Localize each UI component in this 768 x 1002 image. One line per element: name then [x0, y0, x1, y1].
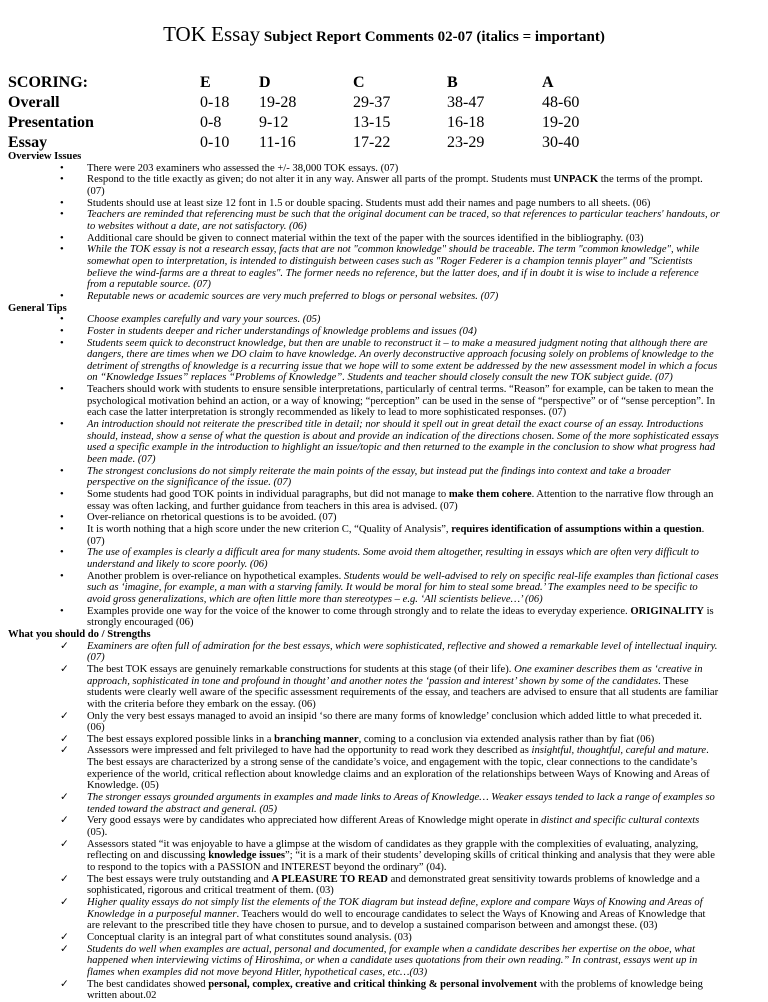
score-range: 19-20	[542, 114, 580, 131]
text-segment: Reputable news or academic sources are very much preferred to blogs or personal websites. (07)	[87, 290, 499, 302]
scoring-label: Essay	[8, 134, 48, 151]
text-segment: . The best essays are characterized by a strong sense of the candidate’s voice, and engagement with the topic, clear connections to the candidate’s experience of the world, critical reflection about knowledge claims and an exploration of the relationships between Ways of Knowing and Areas of Knowledge. (05)	[87, 745, 710, 792]
score-range: 13-15	[353, 114, 391, 131]
list-item	[8, 466, 720, 489]
checkmark-icon: ✓	[60, 815, 69, 827]
score-range: 30-40	[542, 134, 580, 151]
checkmark-icon: ✓	[60, 792, 69, 804]
text-segment: The best essays were truly outstanding and	[87, 873, 272, 885]
text-segment: . Attention to the narrative flow through an essay was often lacking, and further guidance from teachers in this area is advised. (07)	[87, 489, 714, 512]
checkmark-icon: ✓	[60, 710, 69, 722]
list-item	[8, 944, 720, 979]
score-range: 19-28	[259, 94, 297, 111]
text-segment: Another problem is over-reliance on hypothetical examples.	[87, 570, 344, 582]
scoring-label: SCORING:	[8, 74, 89, 91]
list-item	[8, 874, 720, 897]
list-item	[8, 489, 720, 512]
bullet-icon: •	[60, 419, 64, 431]
text-segment: Students do well when examples are actual, personal and documented, for example when a candidate describes her expertise on the oboe, what happened when interviewing victims of Hiroshima, or when a candidate uses quotations from their own reading.” In contrast, essays went up in flames when examples did not move beyond Hitler, hypothetical cases, etc…(03)	[87, 943, 698, 978]
score-range: 16-18	[447, 114, 485, 131]
bullet-icon: •	[60, 465, 64, 477]
document-body	[8, 151, 720, 1002]
grade-header: B	[447, 74, 458, 91]
document-title	[0, 22, 768, 47]
list-item	[8, 897, 720, 932]
bullet-icon: •	[60, 524, 64, 535]
list-item	[8, 547, 720, 570]
scoring-label: Presentation	[8, 114, 94, 131]
text-segment: Assessors stated “it was enjoyable to have a glimpse at the wisdom of candidates as they grapple with the complexities of evaluating, analyzing, reflecting on and discussing	[87, 838, 699, 862]
section	[8, 629, 720, 1002]
text-segment: An introduction should not reiterate the prescribed title in detail; nor should it spell out in great detail the exact course of an essay. Introductions should, instead, show a sense of what the question is about and provide an indication of the directions chosen. Some of the more sophisticated essays used a specific example in the introduction to highlight an issue/topic and then returned to the example in the conclusion to show what progress had been made. (07)	[87, 419, 719, 466]
text-segment: Examples provide one way for the voice of the knower to come through strongly and to relate the ideas to everyday experience.	[87, 605, 631, 617]
grade-header: C	[353, 74, 365, 91]
list-item	[8, 244, 720, 291]
text-segment: The strongest conclusions do not simply reiterate the main points of the essay, but instead put the findings into context and take a broader perspective on the significance of the issue. (07)	[87, 465, 671, 489]
bullet-icon: •	[60, 209, 64, 221]
section	[8, 303, 720, 629]
text-segment: branching manner	[274, 733, 359, 745]
text-segment: The stronger essays grounded arguments in examples and made links to Areas of Knowledge… Weaker essays tended to lack a range of examples so tended toward the abstract and general. (05)	[87, 792, 715, 815]
list-item	[8, 326, 720, 338]
bullet-icon: •	[60, 489, 64, 501]
list-item	[8, 524, 720, 547]
text-segment: personal, complex, creative and critical thinking & personal involvement	[208, 978, 537, 990]
list-item	[8, 174, 720, 197]
text-segment: , coming to a conclusion via extended analysis rather than by fiat (06)	[358, 733, 655, 745]
text-segment: Foster in students deeper and richer understandings of knowledge problems and issues (04)	[87, 325, 477, 337]
checkmark-icon: ✓	[60, 978, 69, 990]
list-item	[8, 291, 720, 303]
grade-header: A	[542, 74, 554, 91]
list-item	[8, 198, 720, 210]
bullet-icon: •	[60, 197, 64, 209]
text-segment: (05).	[87, 827, 108, 839]
bullet-icon: •	[60, 384, 64, 396]
text-segment: The use of examples is clearly a difficult area for many students. Some avoid them altogether, resulting in essays which are often very difficult to understand and likely to score poorly. (06)	[87, 547, 699, 570]
bullet-icon: •	[60, 162, 64, 174]
grade-header: D	[259, 74, 271, 91]
text-segment: While the TOK essay is not a research essay, facts that are not "common knowledge" should be traceable. The term "common knowledge", while somewhat open to interpretation, is intended to distinguish between cases such as "Roger Federer is a champion tennis player" and "Scientists believe the wind-farms are a threat to eagles". The former needs no reference, but the latter does, and if in doubt it is wise to include a reference from a reputable source. (07)	[87, 244, 700, 291]
score-range: 38-47	[447, 94, 485, 111]
score-range: 0-10	[200, 134, 230, 151]
text-segment: Only the very best essays managed to avoid an insipid ‘so there are many forms of knowledge’ conclusion which added little to what preceded it. (06)	[87, 710, 702, 734]
list-item	[8, 664, 720, 711]
section-heading: General Tips	[8, 302, 67, 314]
text-segment: make them cohere	[448, 489, 532, 501]
list-item	[8, 979, 720, 1002]
text-segment: A PLEASURE TO READ	[271, 873, 388, 885]
score-range: 0-8	[200, 114, 222, 131]
bullet-icon: •	[60, 337, 64, 349]
list-item	[8, 209, 720, 232]
score-range: 9-12	[259, 114, 289, 131]
text-segment: Assessors were impressed and felt privileged to have had the opportunity to read work they described as	[87, 745, 532, 757]
bullet-icon: •	[60, 605, 64, 617]
bullet-icon: •	[60, 244, 64, 256]
section-heading: Overview Issues	[8, 151, 82, 162]
list-item	[8, 233, 720, 245]
text-segment: requires identification of assumptions within a question	[451, 524, 702, 535]
checkmark-icon: ✓	[60, 733, 69, 745]
list-item	[8, 384, 720, 419]
text-segment: distinct and specific cultural contexts	[541, 815, 700, 827]
text-segment: Some students had good TOK points in individual paragraphs, but did not manage to	[87, 489, 449, 501]
text-segment: and demonstrated great sensitivity towards problems of knowledge and a sophisticated, rigorous and critical treatment of them. (03)	[87, 873, 700, 897]
text-segment: . (07)	[87, 524, 705, 547]
text-segment: insightful, thoughtful, careful and mature	[531, 745, 707, 757]
text-segment: ”; “it is a mark of their students’ developing skills of critical thinking and analysis that they were able to respond to the topics with a PASSION and INTEREST beyond the ordinary” (04).	[87, 850, 715, 874]
bullet-icon: •	[60, 174, 64, 186]
score-range: 23-29	[447, 134, 485, 151]
text-segment: Very good essays were by candidates who appreciated how different Areas of Knowledge might operate in	[87, 815, 542, 827]
text-segment: The best essays explored possible links in a	[87, 733, 275, 745]
text-segment: The best candidates showed	[87, 978, 209, 990]
text-segment: knowledge issues	[208, 850, 286, 862]
text-segment: is strongly encouraged (06)	[87, 605, 714, 629]
scoring-column-d	[259, 73, 296, 153]
bullet-icon: •	[60, 570, 64, 582]
score-range: 11-16	[259, 134, 296, 151]
list-item	[8, 641, 720, 664]
title-note: (italics = important)	[472, 29, 605, 45]
list-item	[8, 338, 720, 385]
score-range: 0-18	[200, 94, 230, 111]
text-segment: The best TOK essays are genuinely remarkable constructions for students at this stage (of their life).	[87, 663, 515, 675]
text-segment: Students should use at least size 12 font in 1.5 or double spacing. Students must add their names and page numbers to all sheets. (06)	[87, 197, 651, 209]
section	[8, 151, 720, 303]
text-segment: Over-reliance on rhetorical questions is to be avoided. (07)	[87, 512, 337, 524]
text-segment: Higher quality essays do not simply list the elements of the TOK diagram but instead define, explore and compare Ways of Knowing and Areas of Knowledge in a purposeful manner	[87, 897, 703, 920]
section-heading: What you should do / Strengths	[8, 628, 151, 640]
text-segment: It is worth nothing that a high score under the new criterion C, “Quality of Analysis”,	[87, 524, 452, 535]
grade-header: E	[200, 74, 211, 91]
scoring-column-e	[200, 73, 229, 153]
list-item	[8, 792, 720, 815]
text-segment: . Teachers would do well to encourage candidates to select the Ways of Knowing and Areas of Knowledge that are relevant to the prescribed title they have chosen to pursue, and to develop a sustained comparison between and amongst these. (03)	[87, 908, 706, 932]
scoring-label: Overall	[8, 94, 60, 111]
text-segment: Respond to the title exactly as given; do not alter it in any way. Answer all parts of the prompt. Students must	[87, 174, 554, 186]
list-item	[8, 839, 720, 874]
score-range: 48-60	[542, 94, 580, 111]
checkmark-icon: ✓	[60, 873, 69, 885]
checkmark-icon: ✓	[60, 943, 69, 955]
bullet-icon: •	[60, 314, 64, 326]
text-segment: ORIGINALITY	[630, 605, 704, 617]
bullet-icon: •	[60, 512, 64, 524]
text-segment: . These students were clearly well aware of the specific assessment requirements of the essay, and teachers are advised to ensure that all students are familiar with the criteria before they embark on the essay. (06)	[87, 675, 719, 710]
list-item	[8, 571, 720, 606]
text-segment: UNPACK	[553, 174, 599, 186]
list-item	[8, 711, 720, 734]
title-rest: Subject Report Comments 02-07	[260, 29, 473, 45]
bullet-icon: •	[60, 232, 64, 244]
text-segment: Teachers should work with students to ensure sensible interpretations, particularly of central terms. “Reason” for example, can be taken to mean the psychological motivation behind an action, or a way of knowing; “perception” can be used in the sense of “perspective” or of “sense perception”. In each case the latter interpretation is strongly recommended as likely to lead to more sophisticated responses. (07)	[87, 384, 716, 419]
checkmark-icon: ✓	[60, 640, 69, 652]
scoring-column-a	[542, 73, 579, 153]
text-segment: One examiner describes them as ‘creative in approach, sophisticated in tone and profound in thought’ and another notes the ‘passion and interest’ shown by some of the candidates	[87, 663, 703, 687]
text-segment: Choose examples carefully and vary your sources. (05)	[87, 314, 321, 326]
bullet-icon: •	[60, 547, 64, 559]
bullet-icon: •	[60, 290, 64, 302]
text-segment: Students would be well-advised to rely on specific real-life examples than fictional cases such as ‘imagine, for example, a man with a starving family. It would be moral for him to steal some bread.’ The examples need to be specific to avoid gross generalizations, which are often little more than stereotypes – e.g. ‘All scientists believe…’ (06)	[87, 570, 719, 605]
scoring-column-b	[447, 73, 484, 153]
checkmark-icon: ✓	[60, 663, 69, 675]
list-item	[8, 512, 720, 524]
title-main: TOK Essay	[163, 22, 261, 46]
checkmark-icon: ✓	[60, 838, 69, 850]
text-segment: with the problems of knowledge being written about.02	[87, 978, 703, 1002]
text-segment: Additional care should be given to connect material within the text of the paper with the sources identified in the bibliography. (03)	[87, 232, 644, 244]
list-item	[8, 606, 720, 629]
list-item	[8, 419, 720, 466]
text-segment: Examiners are often full of admiration for the best essays, which were sophisticated, reflective and showed a remarkable level of intellectual inquiry. (07)	[87, 640, 718, 664]
text-segment: There were 203 examiners who assessed the +/- 38,000 TOK essays. (07)	[87, 162, 399, 174]
scoring-column-c	[353, 73, 390, 153]
list-item	[8, 314, 720, 326]
checkmark-icon: ✓	[60, 931, 69, 943]
list-item	[8, 734, 720, 746]
list-item	[8, 932, 720, 944]
checkmark-icon: ✓	[60, 745, 69, 757]
score-range: 17-22	[353, 134, 391, 151]
checkmark-icon: ✓	[60, 897, 69, 908]
scoring-labels	[8, 73, 94, 153]
text-segment: Teachers are reminded that referencing must be such that the original document can be traced, so that references to particular teachers' handouts, or to websites without a date, are not satisfactory. (06)	[87, 209, 720, 232]
text-segment: the terms of the prompt. (07)	[87, 174, 703, 197]
list-item	[8, 815, 720, 838]
list-item	[8, 745, 720, 792]
score-range: 29-37	[353, 94, 391, 111]
text-segment: Conceptual clarity is an integral part of what constitutes sound analysis. (03)	[87, 931, 412, 943]
bullet-icon: •	[60, 325, 64, 337]
text-segment: Students seem quick to deconstruct knowledge, but then are unable to reconstruct it – to make a measured judgment noting that although there are dangers, there are times when we DO claim to have knowledge. An overly deconstructive approach focusing solely on problems of knowledge to the detriment of strengths of knowledge is a recurring issue that we hope will to some extent be addressed by the new assessment model in which a focus on “Knowledge Issues” replaces “Problems of Knowledge”. Students and teacher should closely consult the new TOK subject guide. (07)	[87, 337, 718, 384]
list-item	[8, 163, 720, 175]
